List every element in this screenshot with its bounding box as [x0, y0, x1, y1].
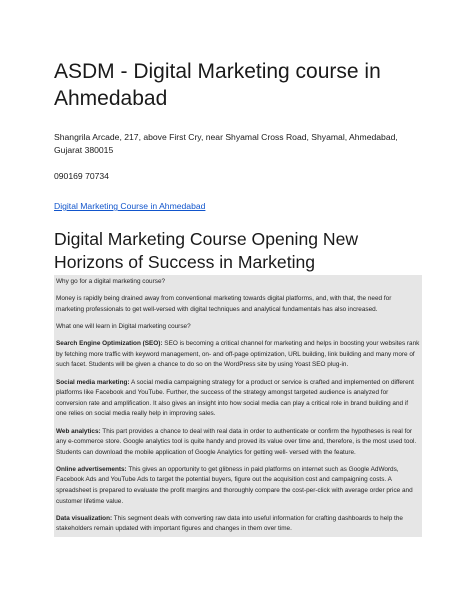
smm-label: Social media marketing: [56, 378, 130, 386]
business-address: Shangrila Arcade, 217, above First Cry, near Shyamal Cross Road, Shyamal, Ahmedabad, Gujarat 380015 [54, 132, 398, 155]
seo-text: SEO is becoming a critical channel for marketing and helps in boosting your websites rank by fetching more traffic with keyword management, on- and off-page optimization, URL building, link building and many more of such facet. Students will be given a chance to do so on the WordPress site by using Yoast SEO plug-in. [56, 340, 420, 369]
paragraph-seo [56, 339, 420, 371]
course-link[interactable]: Digital Marketing Course in Ahmedabad [54, 201, 206, 211]
paragraph-smm [56, 378, 420, 420]
paragraph-data-viz [56, 514, 420, 535]
web-analytics-label: Web analytics: [56, 427, 101, 435]
online-ads-label: Online advertisements: [56, 465, 127, 473]
seo-label: Search Engine Optimization (SEO): [56, 340, 163, 348]
paragraph-intro: Money is rapidly being drained away from conventional marketing towards digital platforms, and, with that, the need for marketing professionals to get well-versed with digital techniques and analytical fundamentals has also increased. [56, 295, 392, 313]
online-ads-text: This gives an opportunity to get glibness in paid platforms on internet such as Google AdWords, Facebook Ads and YouTube Ads to target the potential buyers, figure out the acquisition cost and campaigning costs. A spreadsheet is prepared to evaluate the profit margins and thoroughly compare the cost-per-click with average order price and customer lifetime value. [56, 465, 413, 505]
data-viz-label: Data visualization: [56, 514, 113, 522]
business-phone: 090169 70734 [54, 171, 109, 181]
paragraph-why: Why go for a digital marketing course? [56, 278, 166, 285]
shaded-content-block [54, 275, 422, 537]
web-analytics-text: This part provides a chance to deal with real data in order to authenticate or confirm the hypotheses is real for any e-commerce store. Google analytics tool is quite handy and proved its value over time and, therefore, is the most used tool. Students can download the mobile application of Google Analytics for getting well- versed with the feature. [56, 427, 417, 456]
paragraph-web-analytics [56, 427, 420, 459]
data-viz-text: This segment deals with converting raw data into useful information for crafting dashboards to help the stakeholders remain updated with important figures and changes in them over time. [56, 514, 403, 533]
paragraph-online-ads [56, 465, 420, 507]
document-title: ASDM - Digital Marketing course in Ahmedabad [54, 60, 381, 110]
paragraph-what: What one will learn in Digital marketing course? [56, 322, 191, 330]
smm-text: A social media campaigning strategy for a product or service is crafted and implemented on different platforms like Facebook and YouTube. Further, the success of the strategy amongst targeted audience is analyzed for conversion rate and amplification. It also gives an insight into how social media can play a critical role in brand building and if one relies on social media really help in improving sales. [56, 378, 414, 418]
section-title: Digital Marketing Course Opening New Horizons of Success in Marketing [54, 229, 359, 272]
